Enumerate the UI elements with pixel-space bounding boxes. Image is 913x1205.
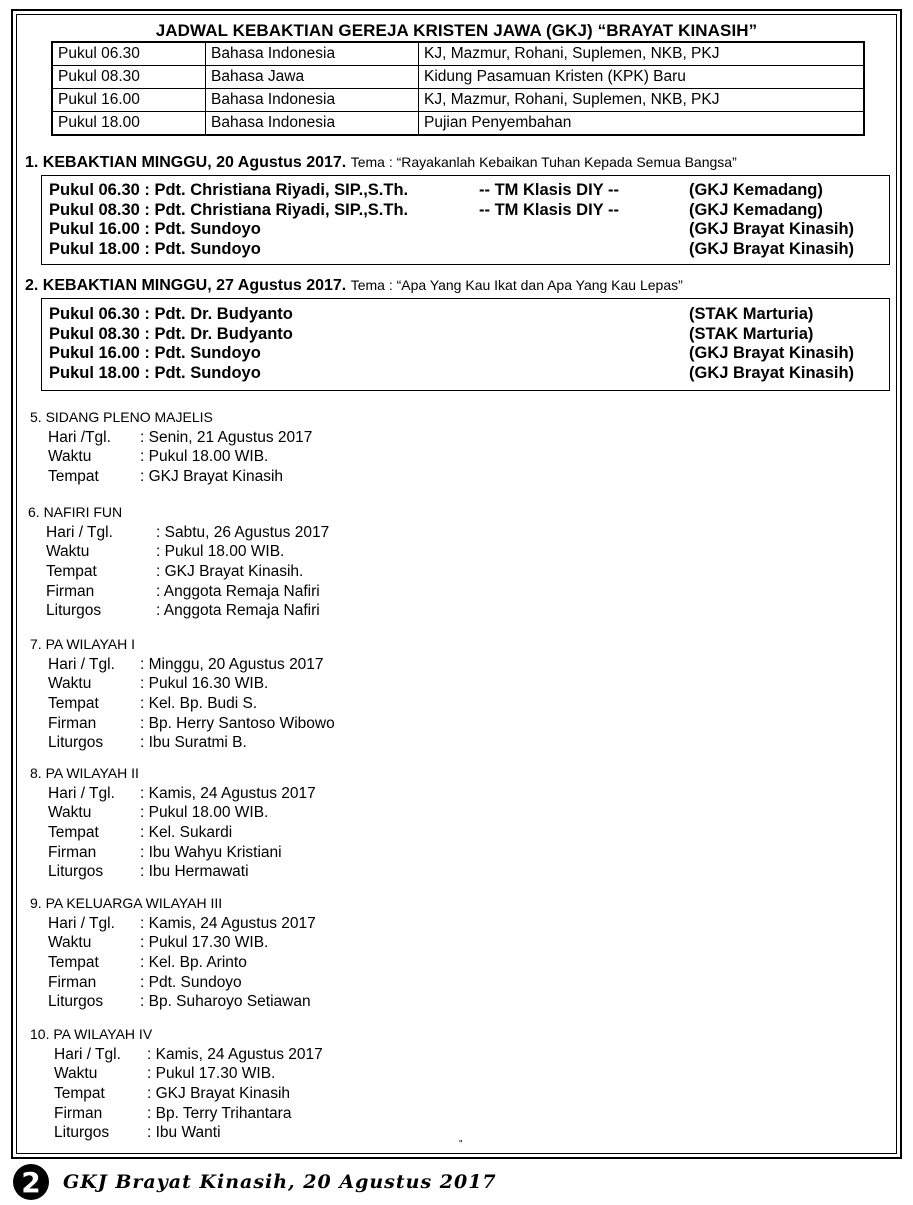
service-heading-1	[25, 154, 737, 172]
field-value: : GKJ Brayat Kinasih	[147, 1085, 291, 1103]
service-note: -- TM Klasis DIY --	[479, 200, 619, 219]
section-pa-keluarga-wilayah-3	[30, 894, 316, 1012]
list-item	[30, 823, 233, 843]
service-box-2	[41, 298, 890, 391]
field-label: Liturgos	[48, 993, 104, 1011]
field-value: : Ibu Suratmi B.	[140, 734, 247, 752]
service-pastor: Pukul 06.30 : Pdt. Dr. Budyanto	[49, 305, 293, 323]
field-value: : Kamis, 24 Agustus 2017	[147, 1045, 323, 1063]
list-item	[30, 428, 313, 448]
field-label: Hari / Tgl.	[48, 914, 115, 932]
list-item	[30, 843, 282, 863]
section-heading: 10. PA WILAYAH IV	[30, 1026, 153, 1042]
list-item	[42, 181, 889, 201]
section-pa-wilayah-4	[30, 1025, 323, 1143]
list-item	[30, 714, 335, 734]
service-heading-title: 1. KEBAKTIAN MINGGU, 20 Agustus 2017.	[25, 154, 347, 171]
list-item	[30, 862, 249, 882]
table-row	[52, 66, 864, 89]
list-item	[30, 694, 258, 714]
list-item	[30, 1084, 291, 1104]
field-value: : Sabtu, 26 Agustus 2017	[156, 523, 330, 541]
field-value: : Bp. Herry Santoso Wibowo	[140, 714, 335, 732]
service-church: (GKJ Brayat Kinasih)	[689, 363, 855, 382]
field-value: : GKJ Brayat Kinasih	[140, 468, 284, 486]
service-church: (GKJ Kemadang)	[689, 200, 823, 219]
service-pastor: Pukul 06.30 : Pdt. Christiana Riyadi, SIP.,S.Th.	[49, 181, 409, 199]
list-item	[42, 305, 889, 325]
field-value: : Bp. Terry Trihantara	[147, 1104, 292, 1122]
list-item	[30, 784, 316, 804]
service-pastor: Pukul 08.30 : Pdt. Christiana Riyadi, SIP.,S.Th.	[49, 200, 409, 219]
table-row	[52, 89, 864, 112]
field-label: Liturgos	[48, 863, 104, 881]
section-heading: 7. PA WILAYAH I	[30, 636, 136, 652]
service-pastor: Pukul 18.00 : Pdt. Sundoyo	[49, 363, 261, 382]
service-church: (GKJ Kemadang)	[689, 181, 823, 199]
field-label: Tempat	[48, 954, 99, 972]
table-cell-songbook: KJ, Mazmur, Rohani, Suplemen, NKB, PKJ	[419, 42, 865, 66]
service-church: (STAK Marturia)	[689, 305, 814, 323]
page-title: JADWAL KEBAKTIAN GEREJA KRISTEN JAWA (GKJ) “BRAYAT KINASIH”	[155, 21, 758, 40]
field-value: : Minggu, 20 Agustus 2017	[140, 655, 324, 673]
table-cell-language: Bahasa Indonesia	[206, 112, 419, 136]
section-sidang-pleno	[30, 408, 313, 487]
field-label: Tempat	[48, 468, 99, 486]
list-item	[28, 582, 320, 602]
service-heading-2	[25, 277, 683, 295]
field-label: Waktu	[48, 675, 92, 693]
section-nafiri-fun	[28, 503, 330, 621]
field-value: : Pukul 18.00 WIB.	[140, 804, 269, 822]
list-item	[42, 220, 889, 240]
field-label: Firman	[48, 714, 97, 732]
field-value: : Pukul 16.30 WIB.	[140, 675, 269, 693]
section-heading: 9. PA KELUARGA WILAYAH III	[30, 895, 223, 911]
field-value: : Kamis, 24 Agustus 2017	[140, 914, 316, 932]
service-theme: Tema : “Rayakanlah Kebaikan Tuhan Kepada Semua Bangsa”	[350, 154, 737, 170]
service-box-1	[41, 175, 890, 265]
list-item	[30, 1123, 221, 1143]
field-value: : Pukul 18.00 WIB.	[140, 448, 269, 466]
field-label: Tempat	[46, 563, 97, 581]
table-cell-time: Pukul 18.00	[52, 112, 206, 136]
service-heading-title: 2. KEBAKTIAN MINGGU, 27 Agustus 2017.	[25, 277, 347, 294]
field-label: Hari / Tgl.	[54, 1045, 121, 1063]
field-value: : Ibu Wanti	[147, 1124, 221, 1142]
list-item	[42, 344, 889, 364]
field-label: Hari / Tgl.	[48, 784, 115, 802]
field-label: Liturgos	[46, 602, 102, 620]
list-item	[30, 1045, 323, 1065]
field-label: Tempat	[54, 1085, 105, 1103]
field-value: : Anggota Remaja Nafiri	[156, 602, 320, 620]
field-value: : Kel. Bp. Arinto	[140, 954, 247, 972]
page-number-badge: 2	[13, 1164, 49, 1200]
list-item	[28, 542, 285, 562]
field-value: : Pukul 18.00 WIB.	[156, 543, 285, 561]
field-label: Waktu	[46, 543, 90, 561]
table-cell-language: Bahasa Indonesia	[206, 89, 419, 112]
field-value: : Kamis, 24 Agustus 2017	[140, 784, 316, 802]
service-church: (STAK Marturia)	[689, 324, 814, 343]
table-cell-time: Pukul 08.30	[52, 66, 206, 89]
list-item	[30, 733, 247, 753]
field-value: : Ibu Wahyu Kristiani	[140, 843, 282, 861]
table-row	[52, 112, 864, 136]
list-item	[42, 325, 889, 345]
service-note: -- TM Klasis DIY --	[479, 181, 619, 199]
list-item	[30, 933, 269, 953]
field-label: Waktu	[48, 934, 92, 952]
table-cell-time: Pukul 16.00	[52, 89, 206, 112]
field-value: : Ibu Hermawati	[140, 863, 249, 881]
field-label: Firman	[46, 582, 95, 600]
service-pastor: Pukul 08.30 : Pdt. Dr. Budyanto	[49, 324, 293, 343]
field-label: Liturgos	[48, 734, 104, 752]
page-footer	[13, 1163, 497, 1201]
field-label: Tempat	[48, 824, 99, 842]
section-pa-wilayah-2	[30, 764, 316, 882]
list-item	[30, 953, 247, 973]
stray-quote-mark: "	[459, 1139, 463, 1150]
field-value: : Pukul 17.30 WIB.	[147, 1065, 276, 1083]
field-value: : Senin, 21 Agustus 2017	[140, 428, 313, 446]
table-cell-songbook: Pujian Penyembahan	[419, 112, 865, 136]
list-item	[30, 803, 269, 823]
service-church: (GKJ Brayat Kinasih)	[689, 220, 855, 238]
list-item	[28, 601, 320, 621]
list-item	[30, 447, 269, 467]
field-value: : Bp. Suharoyo Setiawan	[140, 993, 311, 1011]
field-label: Firman	[54, 1104, 103, 1122]
field-label: Firman	[48, 843, 97, 861]
table-cell-time: Pukul 06.30	[52, 42, 206, 66]
list-item	[42, 240, 889, 260]
list-item	[30, 973, 242, 993]
field-value: : Kel. Bp. Budi S.	[140, 695, 258, 713]
field-label: Hari / Tgl.	[46, 523, 113, 541]
section-heading: 5. SIDANG PLENO MAJELIS	[30, 409, 213, 425]
field-value: : Kel. Sukardi	[140, 824, 233, 842]
section-heading: 6. NAFIRI FUN	[28, 504, 123, 520]
table-cell-language: Bahasa Indonesia	[206, 42, 419, 66]
list-item	[28, 562, 304, 582]
table-cell-language: Bahasa Jawa	[206, 66, 419, 89]
field-value: : GKJ Brayat Kinasih.	[156, 563, 304, 581]
field-label: Waktu	[48, 448, 92, 466]
service-pastor: Pukul 16.00 : Pdt. Sundoyo	[49, 344, 261, 362]
table-cell-songbook: Kidung Pasamuan Kristen (KPK) Baru	[419, 66, 865, 89]
field-label: Tempat	[48, 695, 99, 713]
list-item	[42, 201, 889, 221]
list-item	[30, 992, 311, 1012]
list-item	[42, 364, 889, 384]
service-pastor: Pukul 18.00 : Pdt. Sundoyo	[49, 239, 261, 258]
list-item	[30, 467, 284, 487]
field-label: Waktu	[48, 804, 92, 822]
field-label: Hari /Tgl.	[48, 428, 111, 446]
list-item	[30, 655, 324, 675]
service-church: (GKJ Brayat Kinasih)	[689, 344, 855, 362]
field-label: Waktu	[54, 1065, 98, 1083]
service-pastor: Pukul 16.00 : Pdt. Sundoyo	[49, 220, 261, 238]
field-value: : Anggota Remaja Nafiri	[156, 582, 320, 600]
list-item	[30, 674, 269, 694]
service-theme: Tema : “Apa Yang Kau Ikat dan Apa Yang Kau Lepas”	[350, 277, 683, 293]
list-item	[30, 914, 316, 934]
service-schedule-table	[51, 41, 865, 136]
field-label: Liturgos	[54, 1124, 110, 1142]
table-cell-songbook: KJ, Mazmur, Rohani, Suplemen, NKB, PKJ	[419, 89, 865, 112]
section-heading: 8. PA WILAYAH II	[30, 765, 139, 781]
service-church: (GKJ Brayat Kinasih)	[689, 239, 855, 258]
field-value: : Pukul 17.30 WIB.	[140, 934, 269, 952]
list-item	[30, 1104, 292, 1124]
table-row	[52, 42, 864, 66]
field-label: Hari / Tgl.	[48, 655, 115, 673]
list-item	[30, 1064, 276, 1084]
field-label: Firman	[48, 973, 97, 991]
list-item	[28, 523, 330, 543]
field-value: : Pdt. Sundoyo	[140, 973, 242, 991]
section-pa-wilayah-1	[30, 635, 335, 753]
footer-text: GKJ Brayat Kinasih, 20 Agustus 2017	[63, 1171, 497, 1193]
